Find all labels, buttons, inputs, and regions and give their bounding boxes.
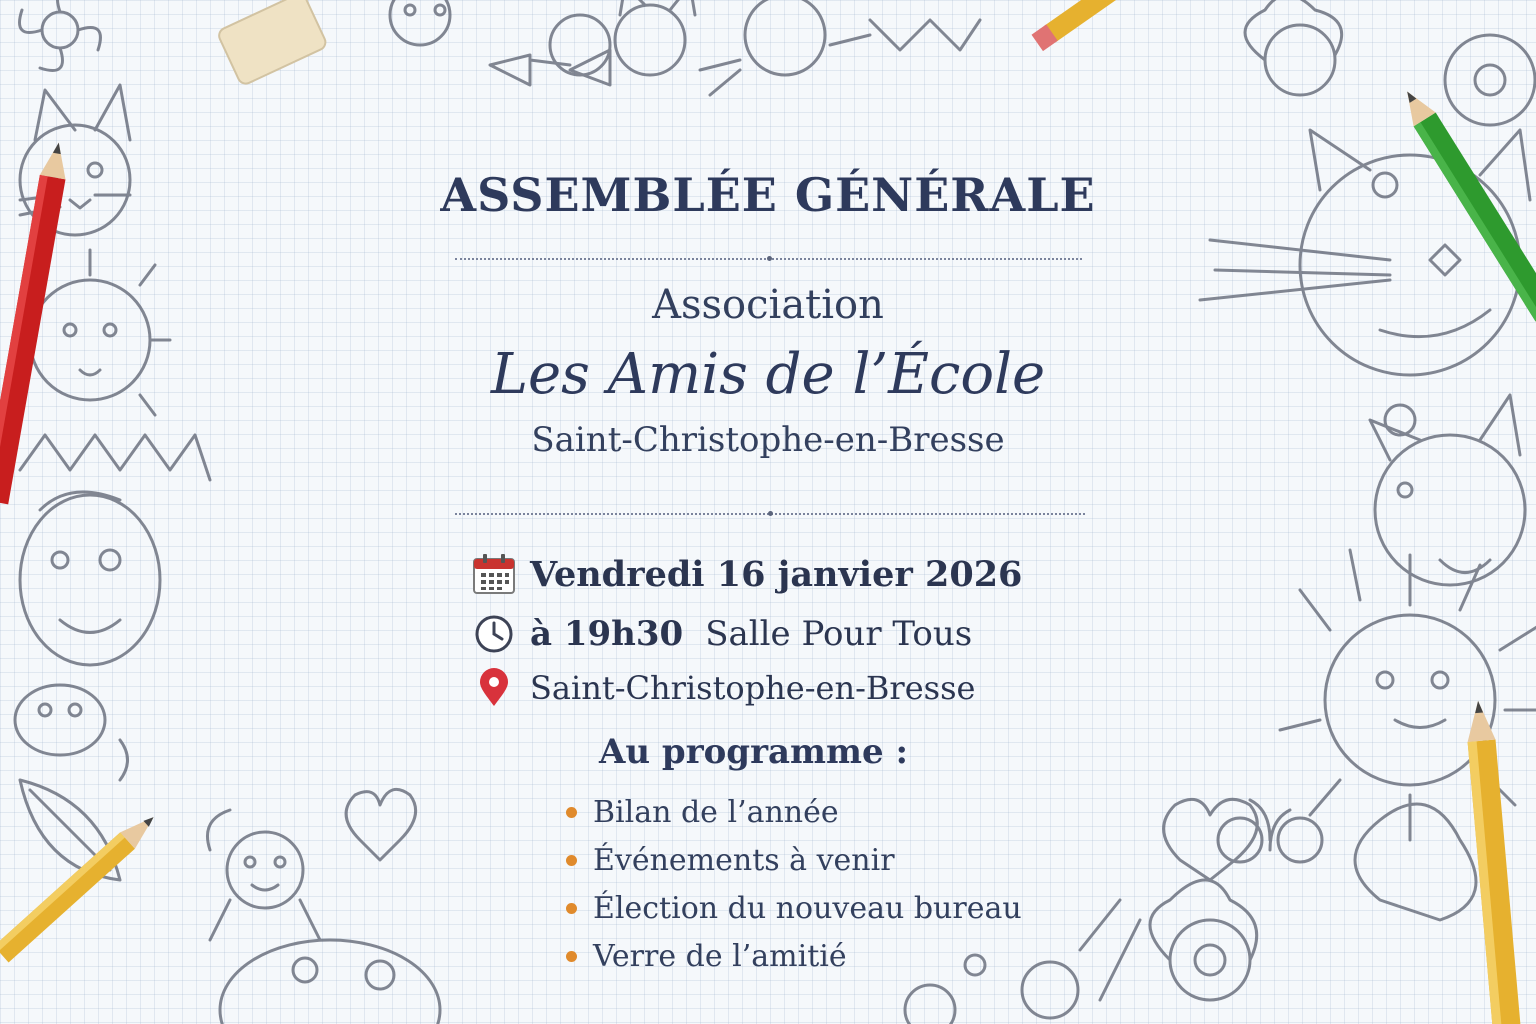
event-date-row	[472, 552, 1022, 596]
program-item-label: Événements à venir	[593, 842, 895, 878]
event-time-row	[472, 612, 972, 656]
association-label: Association	[652, 282, 884, 328]
divider-bottom	[455, 513, 1085, 515]
association-name: Les Amis de l’École	[490, 342, 1046, 407]
program-item	[566, 836, 1022, 884]
divider-dot	[768, 511, 773, 516]
event-place: Saint-Christophe-en-Bresse	[530, 669, 976, 707]
page-title: ASSEMBLÉE GÉNÉRALE	[440, 168, 1096, 222]
bullet-icon	[566, 855, 577, 866]
program-item-label: Verre de l’amitié	[593, 938, 847, 974]
program-item	[566, 884, 1022, 932]
program-item-label: Bilan de l’année	[593, 794, 839, 830]
divider-top	[455, 258, 1082, 260]
clock-icon	[472, 612, 516, 656]
program-title: Au programme :	[599, 732, 908, 772]
event-date: Vendredi 16 janvier 2026	[530, 553, 1023, 595]
program-list	[566, 788, 1022, 980]
calendar-icon	[472, 552, 516, 596]
program-item	[566, 932, 1022, 980]
divider-dot	[767, 256, 772, 261]
map-pin-icon	[472, 666, 516, 710]
bullet-icon	[566, 807, 577, 818]
event-place-row	[472, 666, 975, 710]
program-item-label: Élection du nouveau bureau	[593, 890, 1022, 926]
program-item	[566, 788, 1022, 836]
bullet-icon	[566, 951, 577, 962]
bullet-icon	[566, 903, 577, 914]
event-time: à 19h30	[530, 614, 684, 654]
event-venue: Salle Pour Tous	[705, 614, 973, 654]
association-city: Saint-Christophe-en-Bresse	[531, 420, 1005, 460]
